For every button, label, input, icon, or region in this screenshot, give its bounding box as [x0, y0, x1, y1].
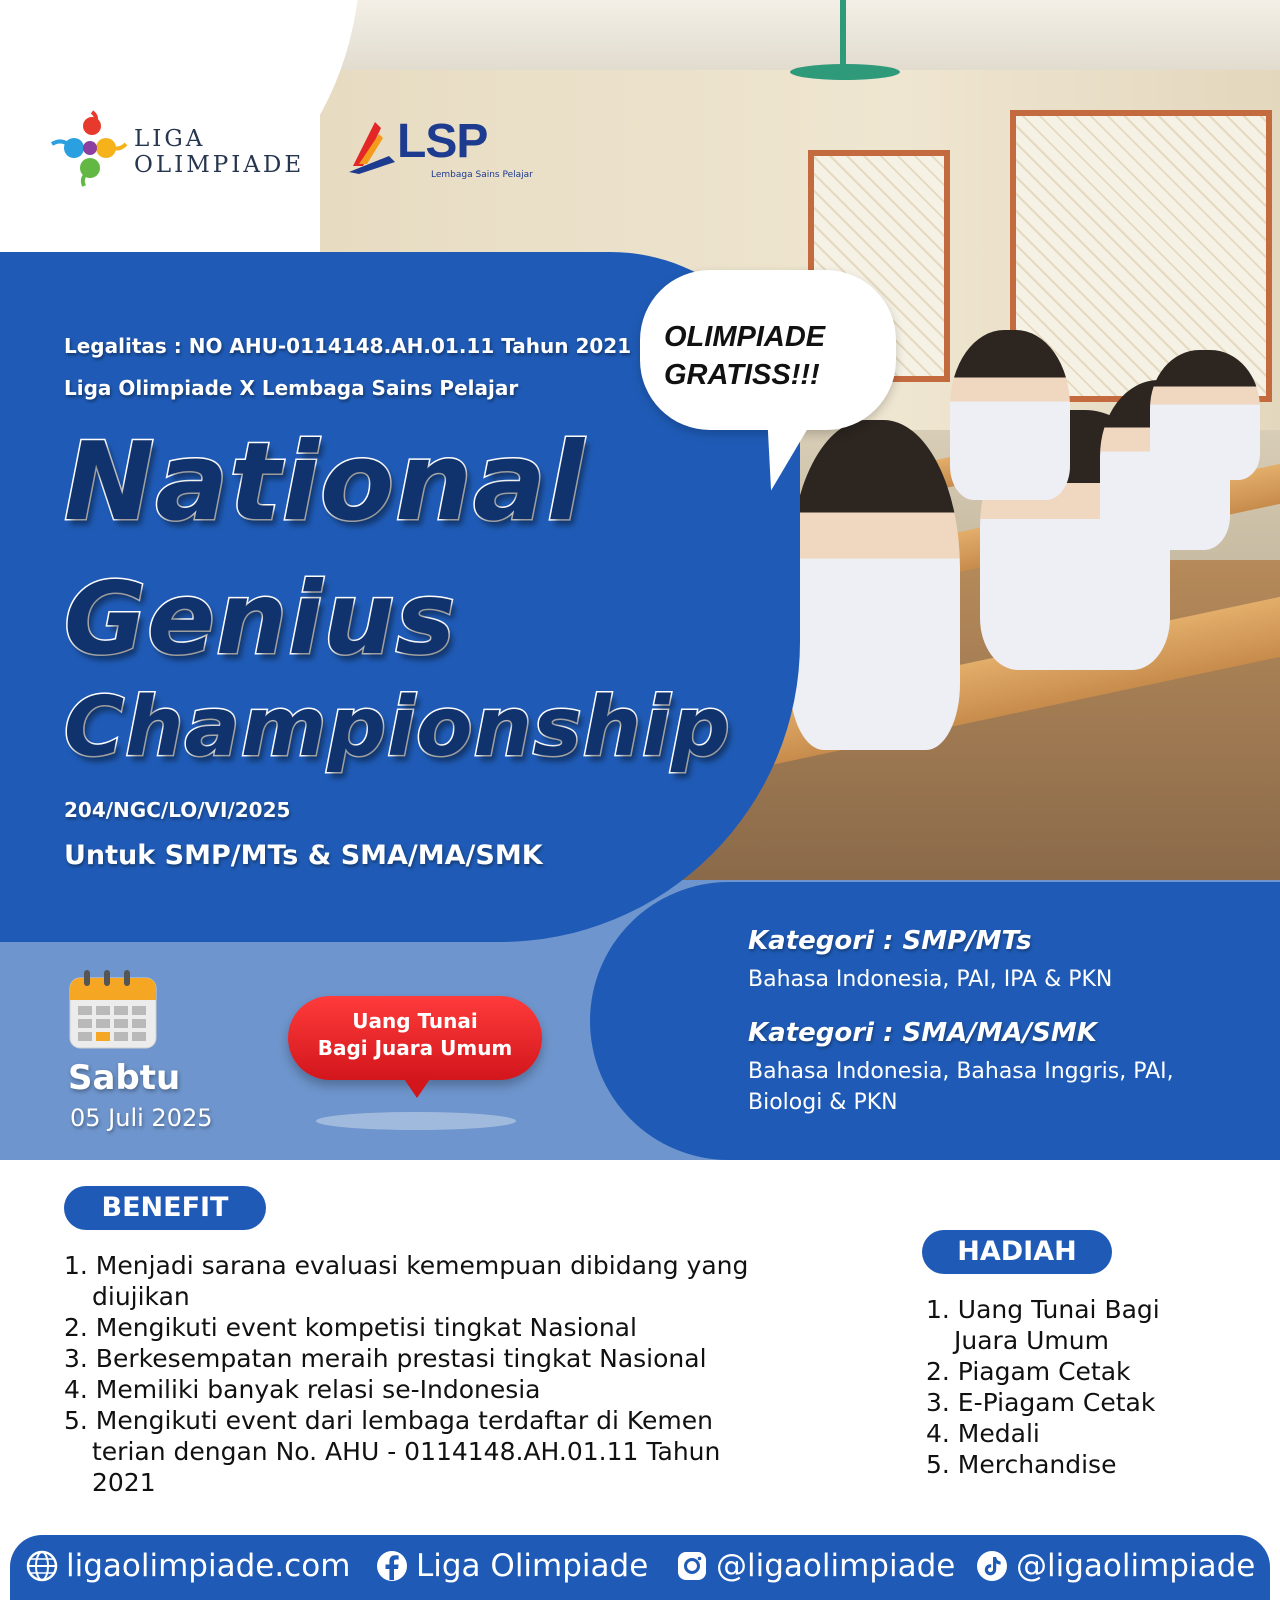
cash-prize-text: Uang Tunai Bagi Juara Umum: [317, 1009, 513, 1060]
legal-line: Legalitas : NO AHU-0114148.AH.01.11 Tahun 2021: [64, 334, 632, 358]
partner-line: Liga Olimpiade X Lembaga Sains Pelajar: [64, 376, 519, 400]
list-item: 5. Mengikuti event dari lembaga terdaftar di Kemen terian dengan No. AHU - 0114148.AH.01.11 Tahun 2021: [64, 1406, 721, 1497]
title-line-3: Championship: [64, 680, 731, 775]
list-item: 3. E-Piagam Cetak: [926, 1388, 1156, 1417]
category-subjects: Bahasa Indonesia, PAI, IPA & PKN: [748, 967, 1113, 992]
list-item: 4. Medali: [926, 1419, 1040, 1448]
hadiah-label: HADIAH: [922, 1230, 1112, 1274]
event-day: Sabtu: [68, 1058, 181, 1098]
benefit-label: BENEFIT: [64, 1186, 266, 1230]
globe-icon: [26, 1550, 58, 1582]
event-date: 05 Juli 2025: [70, 1104, 213, 1132]
list-item: 5. Merchandise: [926, 1450, 1117, 1479]
website-link[interactable]: ligaolimpiade.com: [26, 1548, 350, 1584]
liga-olimpiade-logo: LIGA OLIMPIADE: [48, 108, 328, 188]
free-olympiad-text: OLIMPIADE GRATISS!!!: [664, 321, 826, 391]
title-line-2: Genius: [64, 560, 457, 677]
list-item: 2. Piagam Cetak: [926, 1357, 1131, 1386]
tiktok-link[interactable]: @ligaolimpiade: [976, 1548, 1255, 1584]
list-item: 3. Berkesempatan meraih prestasi tingkat Nasional: [64, 1344, 707, 1373]
lsp-logo: LSP Lembaga Sains Pelajar: [345, 110, 495, 182]
target-audience: Untuk SMP/MTs & SMA/MA/SMK: [64, 840, 543, 871]
calendar-icon: [68, 968, 158, 1050]
instagram-icon: [676, 1550, 708, 1582]
title-line-1: National: [64, 420, 585, 545]
facebook-icon: [376, 1550, 408, 1582]
category-title: Kategori : SMP/MTs: [748, 926, 1032, 956]
hadiah-list: [926, 1294, 1226, 1480]
category-subjects: Bahasa Indonesia, Bahasa Inggris, PAI, Biologi & PKN: [748, 1059, 1174, 1115]
list-item: 1. Menjadi sarana evaluasi kemempuan dibidang yang diujikan: [64, 1251, 749, 1311]
tiktok-icon: [976, 1550, 1008, 1582]
benefit-list: [64, 1250, 764, 1498]
instagram-link[interactable]: @ligaolimpiade: [676, 1548, 955, 1584]
event-code: 204/NGC/LO/VI/2025: [64, 798, 291, 822]
list-item: 4. Memiliki banyak relasi se-Indonesia: [64, 1375, 541, 1404]
category-title: Kategori : SMA/MA/SMK: [748, 1018, 1097, 1048]
list-item: 2. Mengikuti event kompetisi tingkat Nasional: [64, 1313, 637, 1342]
facebook-link[interactable]: Liga Olimpiade: [376, 1548, 648, 1584]
list-item: 1. Uang Tunai Bagi Juara Umum: [926, 1295, 1160, 1355]
